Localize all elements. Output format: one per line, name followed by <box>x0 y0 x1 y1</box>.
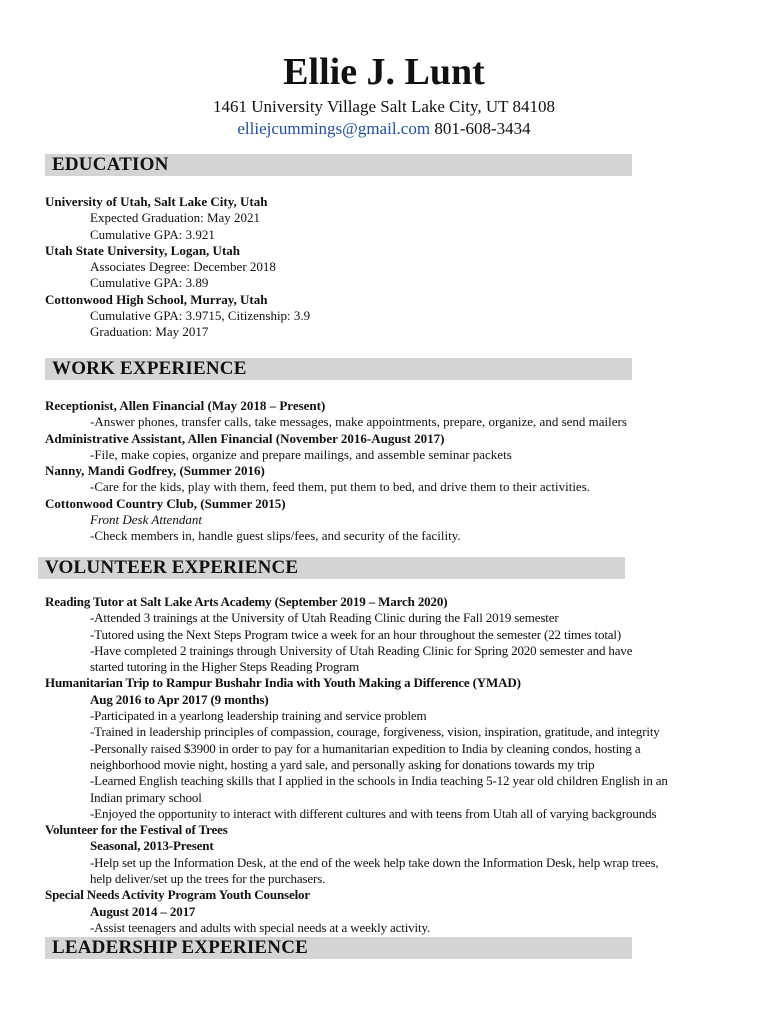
volunteer-detail: Indian primary school <box>90 789 202 805</box>
section-heading-volunteer: VOLUNTEER EXPERIENCE <box>38 557 625 579</box>
job-duty: -File, make copies, organize and prepare mailings, and assemble seminar packets <box>90 446 512 462</box>
volunteer-detail: -Assist teenagers and adults with special needs at a weekly activity. <box>90 919 431 935</box>
education-detail: Cumulative GPA: 3.89 <box>90 275 209 291</box>
volunteer-detail: -Participated in a yearlong leadership training and service problem <box>90 708 427 724</box>
contact-line <box>0 118 768 140</box>
education-detail: Associates Degree: December 2018 <box>90 259 276 275</box>
job-duty: -Check members in, handle guest slips/fees, and security of the facility. <box>90 528 461 544</box>
job-title: Nanny, Mandi Godfrey, (Summer 2016) <box>45 463 265 479</box>
address-line: 1461 University Village Salt Lake City, UT 84108 <box>213 97 555 116</box>
education-school: University of Utah, Salt Lake City, Utah <box>45 194 268 209</box>
education-detail: Graduation: May 2017 <box>90 324 209 340</box>
section-heading-work: WORK EXPERIENCE <box>45 358 632 380</box>
education-school: Utah State University, Logan, Utah <box>45 242 241 258</box>
volunteer-detail: -Have completed 2 trainings through University of Utah Reading Clinic for Spring 2020 semester and have <box>90 642 633 658</box>
phone-number: 801-608-3434 <box>434 119 531 138</box>
volunteer-detail: -Attended 3 trainings at the University of Utah Reading Clinic during the Fall 2019 semester <box>90 610 559 626</box>
education-school: Cottonwood High School, Murray, Utah <box>45 291 268 307</box>
volunteer-detail: help deliver/set up the trees for the purchasers. <box>90 871 326 887</box>
section-heading-leadership: LEADERSHIP EXPERIENCE <box>45 937 632 959</box>
job-duty: -Answer phones, transfer calls, take messages, make appointments, prepare, organize, and send mailers <box>90 414 627 430</box>
volunteer-title: Humanitarian Trip to Rampur Bushahr India with Youth Making a Difference (YMAD) <box>45 675 521 691</box>
volunteer-detail: -Tutored using the Next Steps Program twice a week for an hour throughout the semester (22 times total) <box>90 626 622 642</box>
email-link[interactable]: elliejcummings@gmail.com <box>237 119 431 138</box>
volunteer-title: Special Needs Activity Program Youth Counselor <box>45 887 311 903</box>
volunteer-detail: -Enjoyed the opportunity to interact with different cultures and with teens from Utah all of varying backgrounds <box>90 805 657 821</box>
volunteer-detail: -Personally raised $3900 in order to pay for a humanitarian expedition to India by cleaning condos, hosting a <box>90 740 641 756</box>
job-title: Cottonwood Country Club, (Summer 2015) <box>45 495 286 511</box>
job-duty: -Care for the kids, play with them, feed them, put them to bed, and drive them to their activities. <box>90 479 591 495</box>
education-detail: Cumulative GPA: 3.9715, Citizenship: 3.9 <box>90 308 311 324</box>
volunteer-detail: started tutoring in the Higher Steps Reading Program <box>90 659 360 675</box>
volunteer-title: Volunteer for the Festival of Trees <box>45 822 228 838</box>
volunteer-detail: neighborhood movie night, hosting a yard sale, and personally asking for donations towards my trip <box>90 756 595 772</box>
work-section <box>45 398 735 545</box>
education-section <box>45 194 735 341</box>
volunteer-section <box>45 594 735 936</box>
volunteer-detail: -Learned English teaching skills that I applied in the schools in India teaching 5-12 year old children English in an <box>90 773 668 789</box>
volunteer-title: Reading Tutor at Salt Lake Arts Academy (September 2019 – March 2020) <box>45 594 448 609</box>
volunteer-date: Aug 2016 to Apr 2017 (9 months) <box>90 691 269 707</box>
volunteer-date: August 2014 – 2017 <box>90 903 196 919</box>
candidate-name: Ellie J. Lunt <box>283 51 485 93</box>
education-detail: Expected Graduation: May 2021 <box>90 210 261 226</box>
job-title: Administrative Assistant, Allen Financial (November 2016-August 2017) <box>45 430 445 446</box>
education-detail: Cumulative GPA: 3.921 <box>90 226 215 242</box>
section-heading-education: EDUCATION <box>45 154 632 176</box>
job-title: Receptionist, Allen Financial (May 2018 – Present) <box>45 398 326 413</box>
volunteer-date: Seasonal, 2013-Present <box>90 838 214 854</box>
job-subtitle: Front Desk Attendant <box>90 512 202 528</box>
volunteer-detail: -Help set up the Information Desk, at the end of the week help take down the Information Desk, help wrap trees, <box>90 854 659 870</box>
resume-header <box>0 50 768 140</box>
volunteer-detail: -Trained in leadership principles of compassion, courage, forgiveness, vision, inspiration, gratitude, and integrity <box>90 724 660 740</box>
